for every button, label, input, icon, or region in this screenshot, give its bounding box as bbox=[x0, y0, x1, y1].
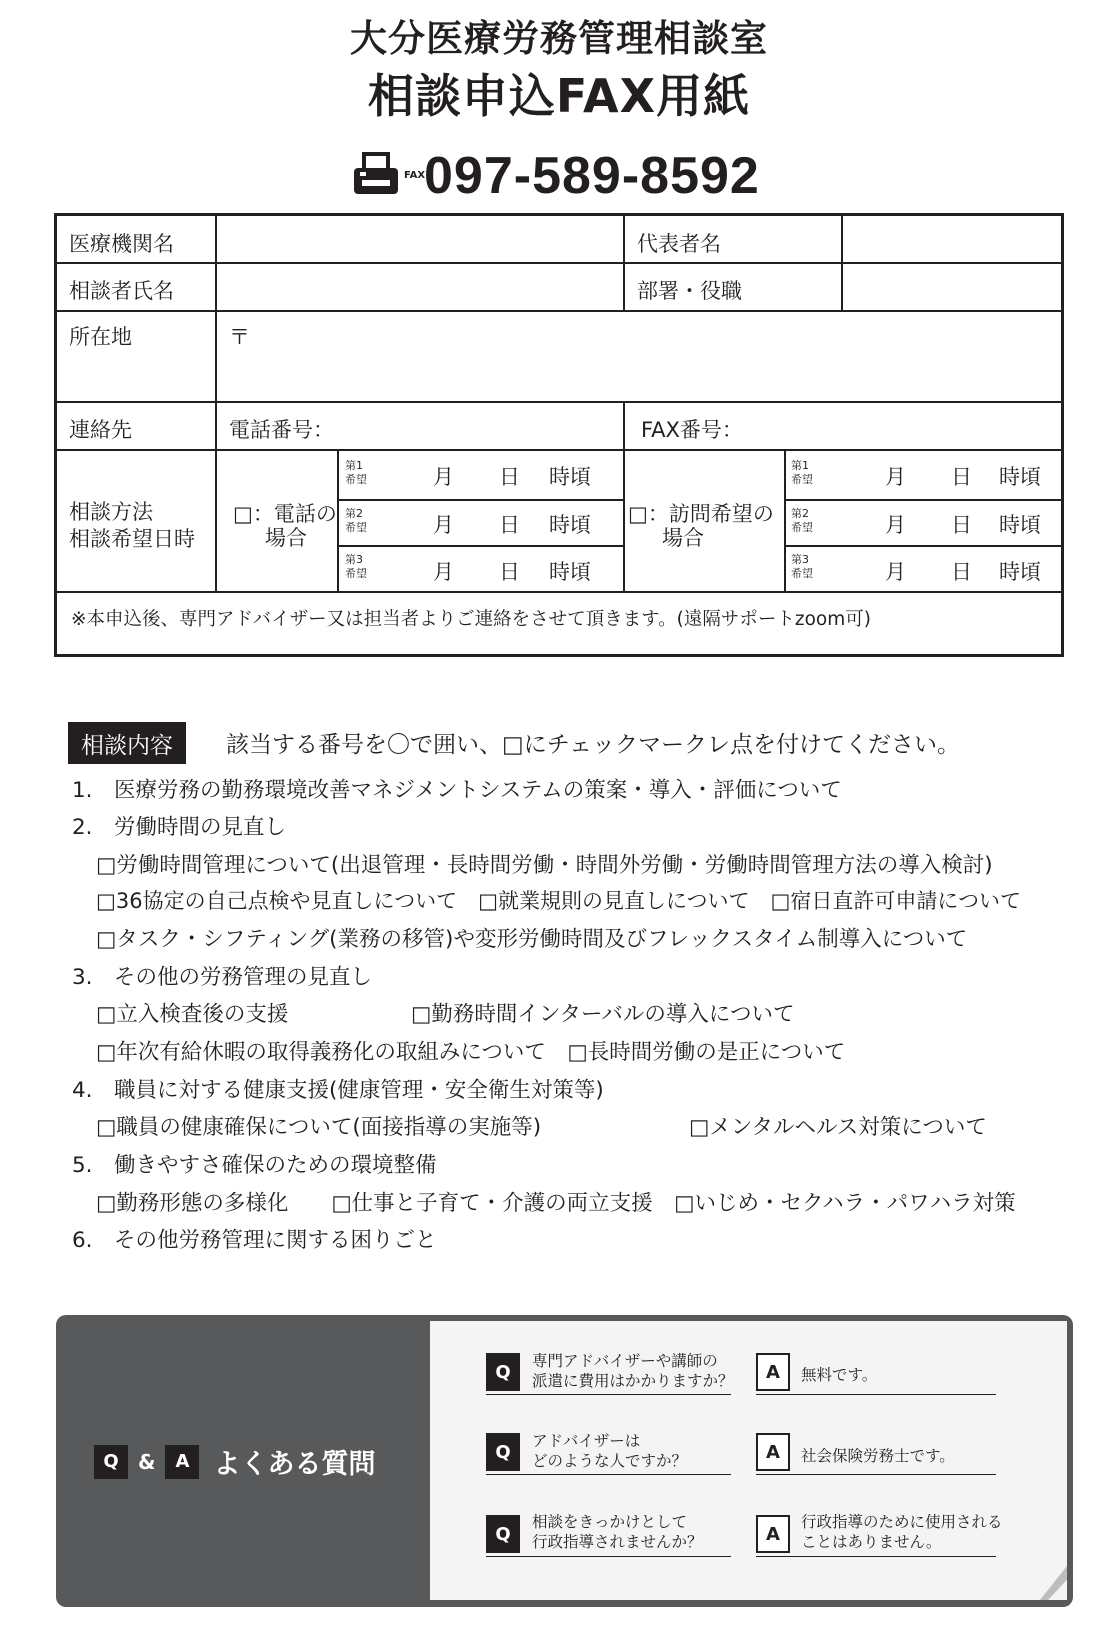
institution-field[interactable] bbox=[217, 216, 623, 262]
representative-label: 代表者名 bbox=[637, 232, 721, 256]
item-5-checks[interactable]: □勤務形態の多様化 □仕事と子育て・介護の両立支援 □いじめ・セクハラ・パワハラ対策 bbox=[96, 1191, 1016, 1216]
method-label: 相談方法 bbox=[69, 500, 153, 524]
address-label: 所在地 bbox=[69, 325, 132, 349]
faq-q3-line2: 行政指導されませんか？ bbox=[532, 1533, 703, 1551]
visit-choice-2-num: 第2 bbox=[791, 507, 809, 520]
faq-q3-line1: 相談をきっかけとして bbox=[532, 1513, 688, 1531]
question-icon: Q bbox=[486, 1433, 520, 1471]
fax-machine-icon bbox=[352, 152, 400, 200]
phone-choice-1-num: 第1 bbox=[345, 459, 363, 472]
phone-choice-1-word: 希望 bbox=[345, 473, 367, 486]
application-form bbox=[54, 213, 1064, 657]
office-title: 大分医療労務管理相談室 bbox=[350, 17, 768, 60]
phone-choice-1-month: 月 bbox=[433, 465, 454, 489]
answer-icon: A bbox=[756, 1353, 790, 1391]
faq-q2-line1: アドバイザーは bbox=[532, 1432, 641, 1450]
faq-a3-line2: ことはありません。 bbox=[801, 1533, 942, 1551]
visit-choice-1-num: 第1 bbox=[791, 459, 809, 472]
institution-label: 医療機関名 bbox=[69, 232, 174, 256]
form-title: 相談申込FAX用紙 bbox=[367, 69, 751, 123]
section-tag: 相談内容 bbox=[68, 722, 186, 764]
phone-choice-2-month: 月 bbox=[433, 513, 454, 537]
phone-choice-2-day: 日 bbox=[499, 513, 520, 537]
visit-choice-3-time: 時頃 bbox=[999, 560, 1041, 584]
visit-choice-2-word: 希望 bbox=[791, 521, 813, 534]
item-4-check-a[interactable]: □職員の健康確保について(面接指導の実施等) bbox=[96, 1115, 542, 1140]
fax-vertical-label: FAX bbox=[404, 170, 426, 181]
address-field[interactable] bbox=[217, 312, 1061, 401]
item-6[interactable]: 6. その他労務管理に関する困りごと bbox=[72, 1228, 437, 1253]
phone-choice-3-word: 希望 bbox=[345, 567, 367, 580]
faq-heading bbox=[94, 1442, 375, 1481]
section-instruction: 該当する番号を〇で囲い、□にチェックマークレ点を付けてください。 bbox=[226, 732, 961, 758]
phone-choice-2-time: 時頃 bbox=[549, 513, 591, 537]
phone-option-checkbox[interactable]: □：電話の bbox=[233, 502, 337, 526]
visit-choice-3-word: 希望 bbox=[791, 567, 813, 580]
item-2-check-c[interactable]: □タスク・シフティング(業務の移管)や変形労働時間及びフレックスタイム制導入について bbox=[96, 927, 968, 952]
faq-title: よくある質問 bbox=[213, 1449, 376, 1480]
phone-choice-3-day: 日 bbox=[499, 560, 520, 584]
fax-number: 097-589-8592 bbox=[424, 147, 760, 205]
answer-icon: A bbox=[756, 1433, 790, 1471]
amp-sign: & bbox=[138, 1449, 156, 1474]
faq-q2-line2: どのような人ですか？ bbox=[532, 1452, 688, 1470]
answer-icon: A bbox=[756, 1515, 790, 1553]
faq-a1: 無料です。 bbox=[801, 1366, 878, 1384]
representative-field[interactable] bbox=[843, 216, 1061, 262]
item-3-check-b[interactable]: □勤務時間インターバルの導入について bbox=[411, 1002, 795, 1027]
q-badge: Q bbox=[94, 1445, 128, 1479]
faq-panel bbox=[430, 1321, 1067, 1600]
consultant-field[interactable] bbox=[217, 264, 623, 310]
phone-choice-3-month: 月 bbox=[433, 560, 454, 584]
visit-choice-3-month: 月 bbox=[885, 560, 906, 584]
visit-option-checkbox[interactable]: □：訪問希望の bbox=[628, 502, 774, 526]
contact-label: 連絡先 bbox=[69, 418, 132, 442]
phone-option-label: 場合 bbox=[265, 526, 307, 550]
visit-choice-2-day: 日 bbox=[951, 513, 972, 537]
item-4-check-b[interactable]: □メンタルヘルス対策について bbox=[689, 1115, 987, 1140]
consultant-label: 相談者氏名 bbox=[69, 279, 174, 303]
department-label: 部署・役職 bbox=[637, 279, 742, 303]
visit-choice-3-num: 第3 bbox=[791, 553, 809, 566]
faq-a2: 社会保険労務士です。 bbox=[801, 1447, 955, 1465]
faq-a3-line1: 行政指導のために使用される bbox=[801, 1513, 1003, 1531]
faq-q1-line1: 専門アドバイザーや講師の bbox=[532, 1352, 718, 1370]
visit-choice-1-day: 日 bbox=[951, 465, 972, 489]
department-field[interactable] bbox=[843, 264, 1061, 310]
form-note: ※本申込後、専門アドバイザー又は担当者よりご連絡をさせて頂きます。(遠隔サポートzoom可) bbox=[71, 609, 871, 630]
fax-line bbox=[352, 146, 760, 206]
item-3-check-a[interactable]: □立入検査後の支援 bbox=[96, 1002, 289, 1027]
item-3[interactable]: 3. その他の労務管理の見直し bbox=[72, 965, 373, 990]
phone-label: 電話番号： bbox=[229, 418, 334, 442]
phone-choice-2-word: 希望 bbox=[345, 521, 367, 534]
visit-choice-2-month: 月 bbox=[885, 513, 906, 537]
faq-q1-line2: 派遣に費用はかかりますか？ bbox=[532, 1372, 734, 1390]
phone-choice-3-num: 第3 bbox=[345, 553, 363, 566]
fax-label: FAX番号： bbox=[641, 418, 743, 442]
visit-choice-1-time: 時頃 bbox=[999, 465, 1041, 489]
item-5[interactable]: 5. 働きやすさ確保のための環境整備 bbox=[72, 1153, 437, 1178]
visit-choice-3-day: 日 bbox=[951, 560, 972, 584]
item-3-check-c[interactable]: □年次有給休暇の取得義務化の取組みについて □長時間労働の是正について bbox=[96, 1040, 846, 1065]
visit-choice-1-month: 月 bbox=[885, 465, 906, 489]
visit-choice-2-time: 時頃 bbox=[999, 513, 1041, 537]
question-icon: Q bbox=[486, 1515, 520, 1553]
item-1[interactable]: 1. 医療労務の勤務環境改善マネジメントシステムの策案・導入・評価について bbox=[72, 778, 842, 803]
postal-mark: 〒 bbox=[229, 325, 250, 349]
phone-choice-2-num: 第2 bbox=[345, 507, 363, 520]
visit-option-label: 場合 bbox=[662, 526, 704, 550]
phone-choice-1-day: 日 bbox=[499, 465, 520, 489]
question-icon: Q bbox=[486, 1353, 520, 1391]
phone-choice-1-time: 時頃 bbox=[549, 465, 591, 489]
phone-choice-3-time: 時頃 bbox=[549, 560, 591, 584]
item-2-check-b[interactable]: □36協定の自己点検や見直しについて □就業規則の見直しについて □宿日直許可申請について bbox=[96, 889, 1021, 913]
a-badge: A bbox=[165, 1445, 199, 1479]
visit-choice-1-word: 希望 bbox=[791, 473, 813, 486]
item-2[interactable]: 2. 労働時間の見直し bbox=[72, 815, 287, 840]
item-4[interactable]: 4. 職員に対する健康支援(健康管理・安全衛生対策等) bbox=[72, 1078, 604, 1103]
item-2-check-a[interactable]: □労働時間管理について(出退管理・長時間労働・時間外労働・労働時間管理方法の導入検討) bbox=[96, 853, 993, 878]
desired-datetime-label: 相談希望日時 bbox=[69, 527, 195, 551]
